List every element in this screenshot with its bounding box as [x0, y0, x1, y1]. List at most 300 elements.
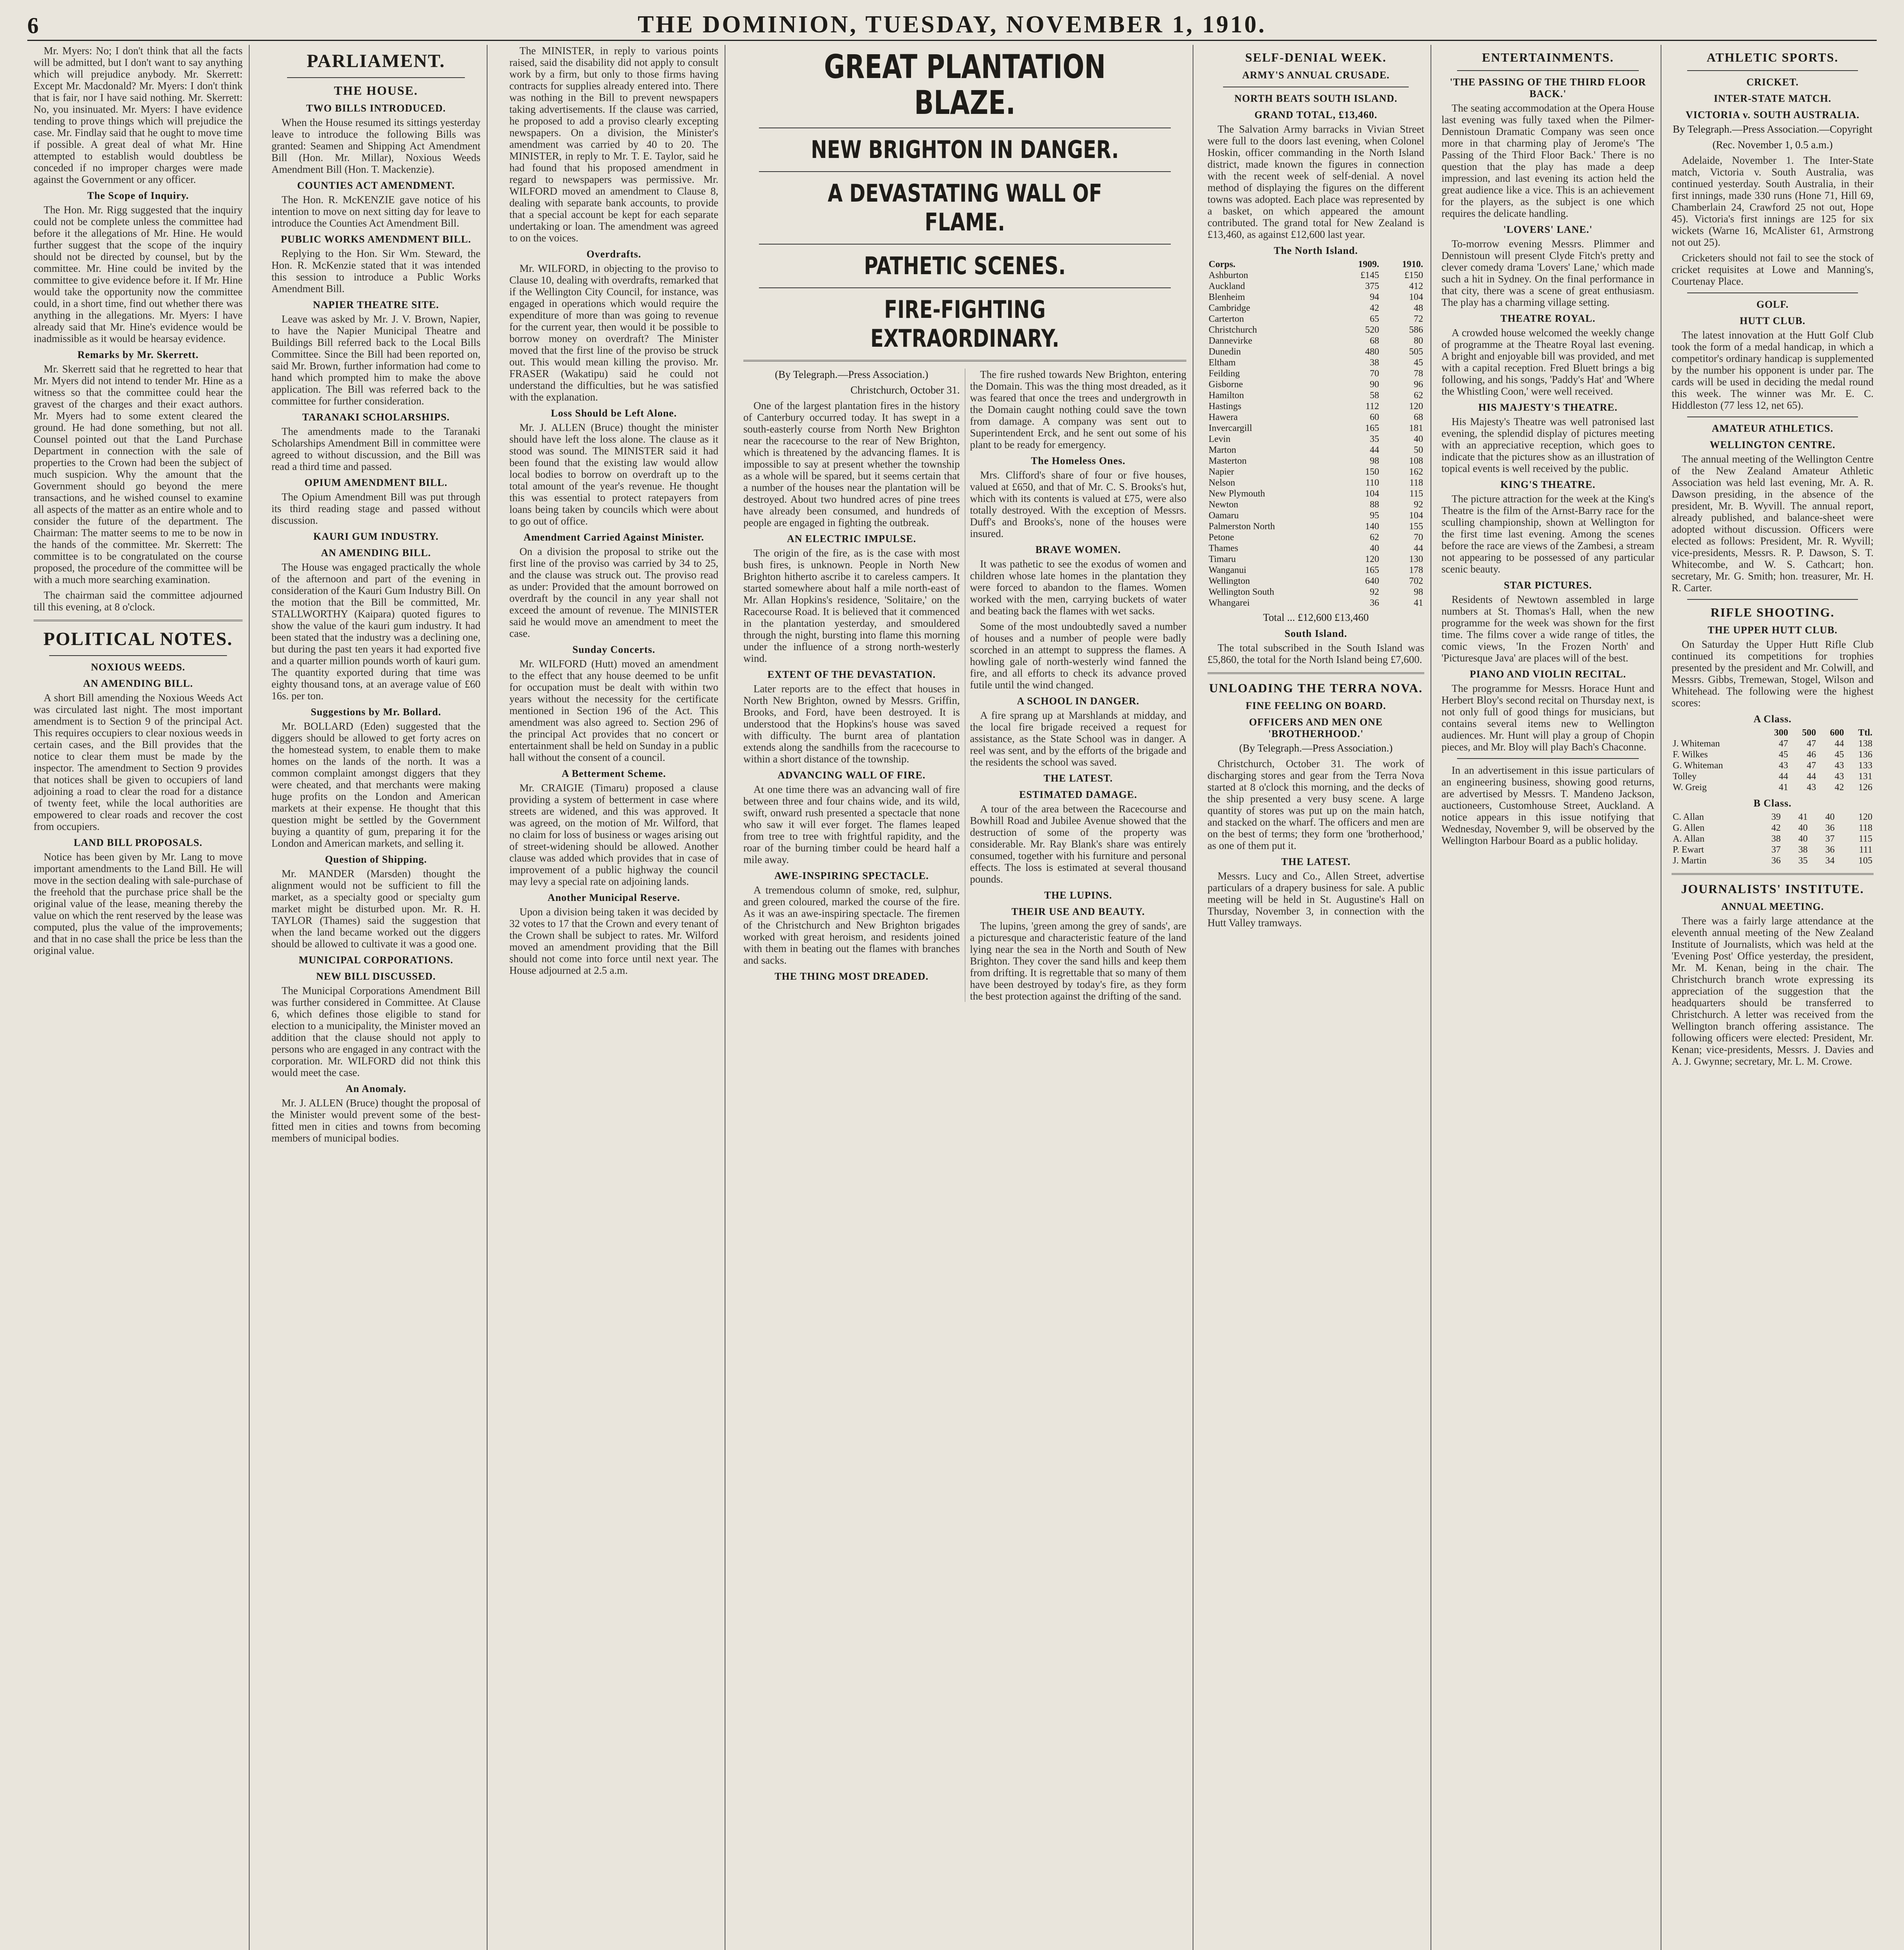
subheading: STAR PICTURES.: [1504, 580, 1592, 591]
rifle-cell: 40: [1798, 823, 1808, 833]
article-text: It was pathetic to see the exodus of women and children whose late homes in the plantation they were forced to abandon to the flames. Women worked with the men, carrying buckets of water and beating back the flames with wet sacks.: [970, 558, 1186, 617]
contributions-cell: 44: [1370, 445, 1379, 455]
article-text: The annual meeting of the Wellington Centre of the New Zealand Amateur Athletic Association was held last evening, Mr. A. R. Dawson presiding, in the absence of the president, Mr. B. Wyvill. The annual report, already published, and balance-sheet were adopted without discussion. Officers were elected as follows: President, Mr. R. Wyvill; vice-presidents, Messrs. R. P. Dawson, S. T. Whitecombe, and W. S. Cathcart; hon. secretary, Mr. G. Smith; hon. treasurer, Mr. H. R. Carter.: [1672, 453, 1874, 594]
subheading: AN AMENDING BILL.: [83, 678, 193, 689]
contributions-cell: Newton: [1209, 500, 1238, 510]
column-3: [503, 45, 725, 1950]
contributions-row: [1207, 597, 1424, 608]
rifle-cell: 37: [1825, 834, 1835, 844]
rifle-cell: 118: [1858, 823, 1872, 833]
article-text: Adelaide, November 1. The Inter-State match, Victoria v. South Australia, was continued yesterday. South Australia, in their first innings, made 330 runs (Hone 71, Hill 69, Chamberlain 24, Crawford 25 not out, Hope 45). Victoria's first innings are 125 for six wickets (Warne 16, McAlister 61, Armstrong not out 25).: [1672, 154, 1874, 248]
divider: [759, 171, 1171, 172]
rifle-header-cell: [1672, 727, 1761, 738]
column-2: [265, 45, 488, 1950]
contributions-row: [1207, 335, 1424, 346]
contributions-cell: Oamaru: [1209, 511, 1239, 521]
subheading: NEW BILL DISCUSSED.: [316, 971, 436, 982]
rifle-row: [1672, 771, 1874, 782]
contributions-row: [1207, 368, 1424, 379]
contributions-cell: Auckland: [1209, 281, 1245, 291]
contributions-row: [1207, 346, 1424, 357]
contributions-cell: 104: [1365, 489, 1379, 499]
contributions-cell: 80: [1414, 336, 1423, 346]
article-text: Some of the most undoubtedly saved a number of houses and a number of people were badly scorched in an attempt to suppress the flames. A howling gale of north-westerly wind fanned the fire, and all efforts to check its advance proved futile until the wind changed.: [970, 620, 1186, 691]
contributions-cell: 150: [1365, 467, 1379, 477]
contributions-row: [1207, 565, 1424, 576]
table-title: A Class.: [1753, 713, 1792, 725]
table-title: B Class.: [1753, 798, 1792, 809]
contributions-cell: 48: [1414, 303, 1423, 313]
article-text: The Hon. Mr. Rigg suggested that the inquiry could not be complete unless the committee had before it the allegations of Mr. Hine. He would further suggest that the scope of the inquiry should not be directed by counsel, but by the committee. Mr. Hine could be invited by the committee to give evidence before it. If Mr. Hine would take the opportunity now the committee could, in a short time, find out whether there was anything in the allegations. Mr. Myers: I have already said that Mr. Hine's evidence would be inadmissible as it would be hearsay evidence.: [34, 204, 243, 344]
contributions-cell: 115: [1409, 489, 1423, 499]
article-text: In an advertisement in this issue particulars of an engineering business, showing good returns, are advertised by Messrs. T. Mandeno Jackson, auctioneers, Customhouse Street, Auckland. A notice appears in this issue notifying that Wednesday, November 9, will be observed by the Wellington Harbour Board as a public holiday.: [1441, 764, 1654, 846]
divider: [287, 77, 465, 78]
article-text: On a division the proposal to strike out the first line of the proviso was carried by 34 to 25, and the clause was struck out. The proviso read as under: Provided that the amount borrowed on overdraft by the council in any year shall not exceed the amount of revenue. The MINISTER said he would move an amendment to meet the case.: [509, 546, 718, 639]
rifle-row: [1672, 760, 1874, 771]
contributions-row: [1207, 379, 1424, 390]
article-text: A tour of the area between the Racecourse and Bowhill Road and Jubilee Avenue showed that the destruction of some of the property was considerable. Mr. Ray Blank's share was entirely consumed, together with his furniture and personal effects. The loss is estimated at several thousand pounds.: [970, 803, 1186, 885]
headline-deck: PATHETIC SCENES.: [864, 252, 1066, 280]
subheading: A Betterment Scheme.: [562, 768, 666, 779]
rifle-cell: 41: [1798, 812, 1808, 822]
article-text: The Municipal Corporations Amendment Bill was further considered in Committee. At Clause 6, which defines those eligible to stand for election to a municipality, the Minister moved an addition that the clause should not apply to persons who are engaged in any contract with the corporation. Mr. WILFORD did not think this would meet the case.: [271, 985, 480, 1078]
article-text: There was a fairly large attendance at the eleventh annual meeting of the New Zealand Institute of Journalists, which was held at the 'Evening Post' Office yesterday, the president, Mr. M. Kenan, being in the chair. The Christchurch branch wrote expressing its appreciation of the suggestion that the headquarters should be transferred to Christchurch. A letter was received from the Wellington branch offering assistance. The following officers were elected: President, Mr. Kenan; vice-presidents, Messrs. J. Davies and A. J. Gwynne; secretary, Mr. L. M. Crowe.: [1672, 915, 1874, 1067]
contributions-cell: Thames: [1209, 543, 1238, 553]
contributions-cell: 110: [1365, 478, 1379, 488]
story-body: [743, 369, 1186, 1002]
byline: By Telegraph.—Press Association.—Copyright: [1672, 123, 1873, 135]
rifle-cell: 42: [1771, 823, 1781, 833]
subheading: NORTH BEATS SOUTH ISLAND.: [1234, 93, 1398, 104]
contributions-cell: Hawera: [1209, 412, 1238, 422]
contributions-cell: Nelson: [1209, 478, 1235, 488]
contributions-row: [1207, 270, 1424, 281]
contributions-cell: 94: [1370, 292, 1379, 302]
divider: [1687, 70, 1858, 71]
article-text: The Salvation Army barracks in Vivian Street were full to the doors last evening, when Colonel Hoskin, officer commanding in the North Island district, made known the figures in connection with the recent week of self-denial. A novel method of displaying the figures on the different towns was adopted. Each place was represented by a basket, on which appeared the amount contributed. The grand total for New Zealand is £13,460, as against £12,600 last year.: [1207, 123, 1424, 240]
contributions-row: [1207, 543, 1424, 554]
contributions-cell: Carterton: [1209, 314, 1244, 324]
contributions-cell: Wellington: [1209, 576, 1250, 586]
subheading: GRAND TOTAL, £13,460.: [1254, 109, 1377, 121]
rifle-cell: 42: [1835, 782, 1844, 792]
subheading: COUNTIES ACT AMENDMENT.: [297, 180, 455, 191]
rifle-cell: 131: [1858, 771, 1872, 782]
rifle-cell: 35: [1798, 856, 1808, 866]
rifle-scores-b: [1672, 812, 1874, 866]
article-text: Mr. Skerrett said that he regretted to hear that Mr. Myers did not intend to tender Mr. Hine as a witness so that the committee could hear the gravest of the charges and their exact authors. Mr. Myers had to some extent cleared the ground. He had done something, but not all. Counsel pointed out that the Land Purchase Department in connection with the sale of properties to the Crown had been the subject of much suspicion. Why the amount that the Government should go beyond the mere transactions, and he wished counsel to examine all aspects of the matter as an entire whole and to consider the future of the department. The Chairman: The matter seems to me to be now in the hands of the committee. Mr. Skerrett: The committee is to be congratulated on the course proposed, the procedure of the committee will be with a much more searching examination.: [34, 363, 243, 585]
contributions-row: [1207, 499, 1424, 510]
subheading: ANNUAL MEETING.: [1721, 901, 1824, 912]
contributions-cell: Gisborne: [1209, 379, 1243, 390]
contributions-cell: 98: [1370, 456, 1379, 466]
section-heading: ENTERTAINMENTS.: [1482, 50, 1614, 64]
article-text: The Hon. R. McKENZIE gave notice of his intention to move on next sitting day for leave to introduce the Counties Act Amendment Bill.: [271, 194, 480, 229]
headline-deck: NEW BRIGHTON IN DANGER.: [811, 135, 1119, 164]
subheading: MUNICIPAL CORPORATIONS.: [298, 954, 454, 966]
subheading: Amendment Carried Against Minister.: [523, 532, 704, 543]
contributions-row: [1207, 401, 1424, 412]
subheading: South Island.: [1284, 628, 1347, 639]
contributions-cell: 62: [1414, 390, 1423, 401]
subheading: HIS MAJESTY'S THEATRE.: [1478, 402, 1618, 413]
contributions-cell: Whangarei: [1209, 598, 1250, 608]
divider: [1687, 292, 1858, 293]
rifle-row: [1672, 782, 1874, 793]
subheading: Sunday Concerts.: [572, 644, 656, 655]
subheading: AN AMENDING BILL.: [321, 547, 431, 558]
contributions-cell: Palmerston North: [1209, 521, 1275, 532]
article-text: To-morrow evening Messrs. Plimmer and Dennistoun will present Clyde Fitch's pretty and clever comedy drama 'Lovers' Lane,' which made such a hit in Sydney. On the final performance in that city, there was a scene of great enthusiasm. The play has a charming village setting.: [1441, 238, 1654, 308]
contributions-row: [1207, 314, 1424, 324]
divider: [1457, 70, 1639, 71]
subheading: THE UPPER HUTT CLUB.: [1707, 624, 1838, 636]
contributions-cell: 120: [1365, 554, 1379, 564]
subheading: KAURI GUM INDUSTRY.: [313, 531, 439, 542]
subheading: THEATRE ROYAL.: [1500, 313, 1596, 324]
article-text: At one time there was an advancing wall of fire between three and four chains wide, and its wild, swift, onward rush presented a spectacle that none who saw it will ever forget. The flames leaped from tree to tree with frightful rapidity, and the roar of the burning timber could be heard half a mile away.: [743, 784, 960, 865]
rifle-cell: 47: [1778, 739, 1788, 749]
rifle-cell: 40: [1825, 812, 1835, 822]
main-story: [737, 45, 1193, 1950]
contributions-cell: 95: [1370, 511, 1379, 521]
contributions-cell: 155: [1409, 521, 1423, 532]
article-text: The seating accommodation at the Opera House last evening was fully taxed when the Pilmer-Dennistoun Dramatic Company was seen once more in that charming play of Jerome's 'The Passing of the Third Floor Back.' There is no question that the play has made a deep impression, and last evening its action held the great audience like a vice. This is an achievement for the players, as the subject is one which requires the delicate handling.: [1441, 102, 1654, 219]
contributions-cell: £145: [1360, 270, 1379, 280]
divider: [759, 244, 1171, 245]
article-text: Mr. J. ALLEN (Bruce) thought the minister should have left the loss alone. The clause as it stood was sound. The MINISTER said it had been found that the existing law would allow local bodies to borrow on overdraft up to the total amount of the year's revenue. He thought this was essential to protect ratepayers from loans being taken by councils which were about to go out of office.: [509, 422, 718, 527]
section-heading: JOURNALISTS' INSTITUTE.: [1681, 882, 1864, 896]
article-text: Mr. MANDER (Marsden) thought the alignment would not be sufficient to fill the market, as a specialty good or specialty gum market might be disturbed upon. Mr. R. H. TAYLOR (Thames) said the suggestion that when the land became worked out the diggers should be allowed to cultivate it was a good one.: [271, 868, 480, 950]
section-heading: SELF-DENIAL WEEK.: [1245, 50, 1387, 64]
article-text: A short Bill amending the Noxious Weeds Act was circulated last night. The most important amendment is to Section 9 of the principal Act. This requires occupiers to clear noxious weeds in certain cases, and the Bill provides that the notice to clear them must be made by the inspector. The amendment to Section 9 provides that notices shall be given to occupiers of land adjoining a road to clear the road for a distance of twenty feet, while the local authorities are empowered to clear roads and recover the cost from occupiers.: [34, 692, 243, 832]
table-total: Total ... £12,600 £13,460: [1263, 612, 1369, 623]
rifle-cell: 47: [1806, 739, 1816, 749]
contributions-cell: 58: [1370, 390, 1379, 401]
contributions-header-cell: 1909.: [1358, 259, 1379, 269]
rifle-row: [1672, 749, 1874, 760]
dateline: (Rec. November 1, 0.5 a.m.): [1712, 139, 1833, 151]
subheading: ESTIMATED DAMAGE.: [1019, 789, 1137, 800]
rifle-cell: 36: [1825, 845, 1835, 855]
subheading: PIANO AND VIOLIN RECITAL.: [1470, 668, 1626, 680]
article-text: The total subscribed in the South Island was £5,860, the total for the North Island being £7,600.: [1207, 642, 1424, 665]
contributions-cell: Christchurch: [1209, 325, 1257, 335]
rifle-cell: G. Whiteman: [1673, 760, 1723, 771]
contributions-cell: 118: [1409, 478, 1423, 488]
subheading: KING'S THEATRE.: [1500, 479, 1596, 490]
rifle-row: [1672, 738, 1874, 749]
contributions-cell: 702: [1409, 576, 1423, 586]
contributions-cell: 45: [1414, 358, 1423, 368]
contributions-cell: 178: [1409, 565, 1423, 575]
article-text: His Majesty's Theatre was well patronised last evening, the splendid display of pictures meeting with an appreciative reception, which goes to indicate that the pictures show as an illustration of topical events is well received by the public.: [1441, 416, 1654, 474]
rifle-header-cell: 600: [1830, 728, 1844, 738]
rifle-cell: P. Ewart: [1673, 845, 1704, 855]
contributions-cell: 65: [1370, 314, 1379, 324]
article-text: Mrs. Clifford's share of four or five houses, valued at £650, and that of Mr. C. S. Brooks's hut, which with its contents is valued at £75, were also totally destroyed. With the exception of Messrs. Duff's and Brooks's, none of the houses were insured.: [970, 469, 1186, 539]
rifle-cell: F. Wilkes: [1673, 750, 1708, 760]
contributions-cell: 181: [1409, 423, 1423, 433]
rifle-cell: G. Allen: [1673, 823, 1705, 833]
contributions-cell: Hamilton: [1209, 390, 1244, 401]
article-text: The origin of the fire, as is the case with most bush fires, is unknown. People in North New Brighton hitherto ascribe it to careless campers. It started somewhere about half a mile north-east of Mr. Allan Hopkins's residence, 'Solitaire,' on the Racecourse Road. It is believed that it commenced in the plantation yesterday, and smouldered through the night, bursting into flame this morning under the influence of a strong north-westerly wind.: [743, 547, 960, 664]
rifle-cell: 41: [1778, 782, 1788, 792]
article-text: A fire sprang up at Marshlands at midday, and the local fire brigade received a request for assistance, as the State School was in danger. A reel was sent, and by the efforts of the brigade and the residents the school was saved.: [970, 709, 1186, 768]
subheading: Remarks by Mr. Skerrett.: [77, 349, 199, 360]
column-1: [27, 45, 250, 1950]
subheading: 'LOVERS' LANE.': [1503, 224, 1593, 235]
contributions-cell: 505: [1409, 347, 1423, 357]
divider: [759, 287, 1171, 288]
rifle-header-cell: Ttl.: [1858, 728, 1872, 738]
rifle-cell: 37: [1771, 845, 1781, 855]
contributions-cell: Dunedin: [1209, 347, 1241, 357]
contributions-cell: 40: [1414, 434, 1423, 444]
subheading: THEIR USE AND BEAUTY.: [1011, 906, 1145, 917]
contributions-row: [1207, 510, 1424, 521]
subheading: NOXIOUS WEEDS.: [91, 661, 185, 673]
contributions-cell: Feilding: [1209, 369, 1240, 379]
contributions-cell: New Plymouth: [1209, 489, 1265, 499]
divider: [1207, 672, 1424, 674]
headline: GREAT PLANTATION BLAZE.: [824, 48, 1106, 122]
column-sports: [1665, 45, 1880, 1950]
subheading: Loss Should be Left Alone.: [551, 408, 677, 419]
contributions-row: [1207, 324, 1424, 335]
rifle-cell: 40: [1798, 834, 1808, 844]
subheading: ADVANCING WALL OF FIRE.: [777, 769, 926, 781]
contributions-cell: 140: [1365, 521, 1379, 532]
subheading: Question of Shipping.: [325, 854, 427, 865]
contributions-cell: Hastings: [1209, 401, 1241, 411]
dateline: Christchurch, October 31.: [850, 384, 960, 396]
subheading: NAPIER THEATRE SITE.: [313, 299, 439, 310]
subheading: PUBLIC WORKS AMENDMENT BILL.: [281, 234, 471, 245]
subheading: AMATEUR ATHLETICS.: [1712, 423, 1833, 434]
headline-deck: A DEVASTATING WALL OF FLAME.: [828, 179, 1102, 236]
contributions-cell: Eltham: [1209, 358, 1236, 368]
contributions-row: [1207, 423, 1424, 434]
rifle-cell: 120: [1858, 812, 1872, 822]
divider: [743, 360, 1186, 362]
rifle-cell: 45: [1835, 750, 1844, 760]
divider: [34, 620, 243, 621]
divider: [1687, 599, 1858, 600]
section-heading: PARLIAMENT.: [307, 51, 445, 71]
contributions-cell: 104: [1409, 511, 1423, 521]
subheading: CRICKET.: [1746, 76, 1799, 88]
contributions-row: [1207, 587, 1424, 597]
masthead: [27, 9, 1877, 41]
contributions-cell: 375: [1365, 281, 1379, 291]
headline-deck: FIRE-FIGHTING EXTRAORDINARY.: [870, 295, 1060, 353]
contributions-cell: Cambridge: [1209, 303, 1250, 313]
contributions-cell: 36: [1370, 598, 1379, 608]
contributions-cell: 70: [1414, 532, 1423, 542]
contributions-cell: Masterton: [1209, 456, 1247, 466]
article-text: The fire rushed towards New Brighton, entering the Domain. This was the thing most dreaded, as it was feared that once the trees and undergrowth in the Domain caught nothing could save the town from damage. A company was sent out to Superintendent Erck, and he sent out some of his plant to be ready for emergency.: [970, 369, 1186, 450]
contributions-cell: 98: [1414, 587, 1423, 597]
rifle-cell: 36: [1825, 823, 1835, 833]
article-text: Cricketers should not fail to see the stock of cricket requisites at Lowe and Manning's, Courtenay Place.: [1672, 252, 1874, 287]
contributions-cell: 412: [1409, 281, 1423, 291]
contributions-header-cell: Corps.: [1209, 259, 1236, 269]
contributions-cell: 38: [1370, 358, 1379, 368]
contributions-cell: 92: [1414, 500, 1423, 510]
subheading: AWE-INSPIRING SPECTACLE.: [774, 870, 929, 881]
contributions-cell: 62: [1370, 532, 1379, 542]
contributions-cell: 35: [1370, 434, 1379, 444]
column-self-denial: [1201, 45, 1431, 1950]
subheading: WELLINGTON CENTRE.: [1709, 439, 1836, 450]
contributions-row: [1207, 466, 1424, 477]
contributions-cell: 78: [1414, 369, 1423, 379]
article-text: Christchurch, October 31. The work of discharging stores and gear from the Terra Nova started at 8 o'clock this morning, and the decks of the ship presented a very busy scene. A large quantity of stores was put up on the main hatch, and stacked on the wharf. The officers and men are on the best of terms; they form one 'brotherhood,' as one of them put it.: [1207, 758, 1424, 851]
contributions-row: [1207, 521, 1424, 532]
subheading: Suggestions by Mr. Bollard.: [310, 706, 441, 718]
subheading: Another Municipal Reserve.: [548, 892, 680, 903]
contributions-row: [1207, 532, 1424, 543]
article-text: Mr. BOLLARD (Eden) suggested that the diggers should be allowed to get forty acres on the homestead system, to enable them to make homes on the lands of the north. It was a common complaint amongst diggers that they were cheated, and that merchants were making huge profits on the London and American markets at their expense. He thought that this question might be settled by the Government buying a quantity of gum, preparing it for the London and American markets, and selling it.: [271, 720, 480, 849]
rifle-cell: 43: [1778, 760, 1788, 771]
rifle-cell: 34: [1825, 856, 1835, 866]
section-heading: RIFLE SHOOTING.: [1710, 605, 1835, 619]
rifle-cell: 43: [1835, 771, 1844, 782]
article-text: A crowded house welcomed the weekly change of programme at the Theatre Royal last evening. A bright and enjoyable bill was provided, and met with a capital reception. Fred Bluett brings a big following, and his songs, 'Paddy's Hat' and 'Where the Whistling Coon,' were well received.: [1441, 327, 1654, 397]
contributions-cell: £150: [1404, 270, 1423, 280]
subheading: OFFICERS AND MEN ONE 'BROTHERHOOD.': [1249, 716, 1383, 739]
contributions-cell: 520: [1365, 325, 1379, 335]
rifle-cell: 39: [1771, 812, 1781, 822]
article-text: Later reports are to the effect that houses in North New Brighton, owned by Messrs. Griffin, Brooks, and Ford, have been destroyed. It is understood that the Hopkins's house was saved with difficulty. The burnt area of plantation extends along the sandhills from the racecourse to within a short distance of the township.: [743, 683, 960, 765]
article-text: When the House resumed its sittings yesterday leave to introduce the following Bills was granted: Seamen and Shipping Act Amendment Bill (Hon. Mr. Millar), Noxious Weeds Amendment Bill (Hon. T. Mackenzie).: [271, 117, 480, 175]
contributions-cell: 165: [1365, 565, 1379, 575]
contributions-cell: Invercargill: [1209, 423, 1252, 433]
contributions-row: [1207, 488, 1424, 499]
contributions-row: [1207, 357, 1424, 368]
subheading: THE LATEST.: [1043, 773, 1113, 784]
contributions-cell: 108: [1409, 456, 1423, 466]
subheading: OPIUM AMENDMENT BILL.: [304, 477, 448, 488]
contributions-cell: 90: [1370, 379, 1379, 390]
article-text: The House was engaged practically the whole of the afternoon and part of the evening in consideration of the Kauri Gum Industry Bill. On the motion that the Bill be committed, Mr. STALLWORTHY (Kaipara) quoted figures to show the value of the kauri gum industry. It had been stated that the industry was a declining one, but during the past ten years it had exported five and a quarter million pounds worth of kauri gum. The quantity exported during that time was eighty thousand tons, at an average value of £60 16s. per ton.: [271, 561, 480, 702]
contributions-cell: Marton: [1209, 445, 1236, 455]
subheading: THE THING MOST DREADED.: [775, 971, 929, 982]
contributions-cell: 130: [1409, 554, 1423, 564]
rifle-cell: 43: [1835, 760, 1844, 771]
contributions-cell: Ashburton: [1209, 270, 1248, 280]
article-text: On Saturday the Upper Hutt Rifle Club continued its competitions for trophies presented by the president and Mr. Colwill, and Messrs. Gibbs, Tremewan, Stogel, Wilson and Whitehead. The following were the highest scores:: [1672, 638, 1874, 709]
article-text: The latest innovation at the Hutt Golf Club took the form of a medal handicap, in which a competitor's ordinary handicap is supplemented by the number his opponent is under par. The cards will be used in deciding the medal round this week. The winner was Mr. E. C. Hiddleston (77 less 12, net 65).: [1672, 329, 1874, 411]
subheading: GOLF.: [1756, 299, 1789, 310]
subheading: THE LUPINS.: [1044, 890, 1112, 901]
contributions-cell: 70: [1370, 369, 1379, 379]
contributions-cell: 162: [1409, 467, 1423, 477]
contributions-cell: 480: [1365, 347, 1379, 357]
contributions-row: [1207, 303, 1424, 314]
rifle-header-cell: 300: [1774, 728, 1788, 738]
rifle-row: [1672, 844, 1874, 855]
article-text: Messrs. Lucy and Co., Allen Street, advertise particulars of a drapery business for sale. A public meeting will be held in St. Augustine's Hall on Thursday, November 3, in connection with the Hutt Valley tramways.: [1207, 870, 1424, 929]
contributions-row: [1207, 456, 1424, 466]
rifle-cell: 38: [1771, 834, 1781, 844]
rifle-row: [1672, 855, 1874, 866]
rifle-cell: 133: [1858, 760, 1872, 771]
subheading: BRAVE WOMEN.: [1035, 544, 1121, 555]
rifle-cell: 111: [1859, 845, 1872, 855]
subheading: FINE FEELING ON BOARD.: [1245, 700, 1386, 711]
contributions-cell: 68: [1414, 412, 1423, 422]
rifle-cell: 126: [1858, 782, 1872, 792]
rifle-cell: 45: [1778, 750, 1788, 760]
contributions-cell: 42: [1370, 303, 1379, 313]
contributions-cell: 68: [1370, 336, 1379, 346]
rifle-cell: Tolley: [1673, 771, 1697, 782]
rifle-cell: 44: [1778, 771, 1788, 782]
rifle-cell: 105: [1858, 856, 1872, 866]
rifle-row: [1672, 812, 1874, 823]
column-entertainments: [1435, 45, 1661, 1950]
contributions-row: [1207, 292, 1424, 303]
subheading: An Anomaly.: [346, 1083, 406, 1094]
contributions-cell: Dannevirke: [1209, 336, 1252, 346]
rifle-cell: 44: [1835, 739, 1844, 749]
contributions-row: [1207, 477, 1424, 488]
contributions-cell: Blenheim: [1209, 292, 1245, 302]
contributions-row: [1207, 434, 1424, 445]
subheading: LAND BILL PROPOSALS.: [74, 837, 202, 848]
contributions-cell: 50: [1414, 445, 1423, 455]
article-text: Mr. CRAIGIE (Timaru) proposed a clause providing a system of betterment in case where streets are widened, and this was approved. It was agreed, on the motion of Mr. Wilford, that no claim for loss of business or wages arising out of street-widening should be allowed. Another clause was added which provides that in case of improvement of a public highway the council may levy a special rate on adjoining lands.: [509, 782, 718, 887]
subheading: VICTORIA v. SOUTH AUSTRALIA.: [1686, 109, 1860, 121]
article-text: The amendments made to the Taranaki Scholarships Amendment Bill in committee were agreed to without discussion, and the Bill was read a third time and passed.: [271, 425, 480, 472]
contributions-row: [1207, 281, 1424, 292]
contributions-cell: 112: [1365, 401, 1379, 411]
contributions-cell: 88: [1370, 500, 1379, 510]
subheading: AN ELECTRIC IMPULSE.: [787, 533, 917, 544]
contributions-cell: 586: [1409, 325, 1423, 335]
subheading: TWO BILLS INTRODUCED.: [306, 103, 446, 114]
contributions-cell: 44: [1414, 543, 1423, 553]
rifle-cell: W. Greig: [1673, 782, 1707, 792]
article-text: The MINISTER, in reply to various points raised, said the disability did not apply to consult work by a firm, but only to those firms having contracts for supplies already entered into. There was nothing in the Bill to prevent newspapers taking advertisements. If the clause was carried, he proposed to add a proviso clearly excepting newspapers. On a division, the Minister's amendment was carried by 40 to 20. The MINISTER, in reply to Mr. T. E. Taylor, said he had found that his proposed amendment in regard to newspapers was permissive. Mr. WILFORD moved an amendment to Clause 8, dealing with separate bank accounts, to provide that a special account be kept for each separate undertaking or loan. The amendment was agreed to on the voices.: [509, 45, 718, 244]
article-text: One of the largest plantation fires in the history of Canterbury occurred today. It has swept in a south-easterly course from North New Brighton near the racecourse to the rear of New Brighton, which is threatened by the advancing flames. It is impossible to say at present whether the township as a whole will be spared, but it seems certain that a number of the houses near the plantation will be destroyed. About two hundred acres of pine trees have already been consumed, and hundreds of people are engaged in fighting the outbreak.: [743, 400, 960, 528]
contributions-cell: Timaru: [1209, 554, 1236, 564]
subheading: ARMY'S ANNUAL CRUSADE.: [1242, 69, 1390, 81]
rifle-row: [1672, 833, 1874, 844]
subheading: THE HOUSE.: [334, 83, 418, 98]
contributions-cell: 96: [1414, 379, 1423, 390]
article-text: Replying to the Hon. Sir Wm. Steward, the Hon. R. McKenzie stated that it was intended this session to introduce a Public Works Amendment Bill.: [271, 248, 480, 294]
article-text: Upon a division being taken it was decided by 32 votes to 17 that the Crown and every tenant of the Crown shall be subject to rates. Mr. Wilford moved an amendment providing that the Bill should not come into force until next year. The House adjourned at 2.5 a.m.: [509, 906, 718, 976]
subheading: A SCHOOL IN DANGER.: [1017, 695, 1140, 707]
rifle-cell: J. Martin: [1673, 856, 1707, 866]
article-text: Mr. J. ALLEN (Bruce) thought the proposal of the Minister would prevent some of the best-fitted men in cities and towns from becoming members of municipal bodies.: [271, 1097, 480, 1144]
article-text: Mr. WILFORD (Hutt) moved an amendment to the effect that any house deemed to be unfit for occupation must be dealt with within two years without the necessity for the certificate mentioned in Section 196 of the Act. This amendment was also agreed to. Section 296 of the principal Act provides that no concert or entertainment shall be held on Sunday in a public hall without the consent of a council.: [509, 658, 718, 763]
subheading: The Scope of Inquiry.: [87, 190, 189, 201]
article-text: Notice has been given by Mr. Lang to move important amendments to the Land Bill. He will move in the section dealing with sale-purchase of the freehold that the purchase price shall be the original value of the lease, meaning thereby the value on which the rent reserved by the lease was computed, plus the value of the improvements; and that in no case shall the price be less than the original value.: [34, 851, 243, 956]
contributions-row: [1207, 576, 1424, 587]
article-text: Leave was asked by Mr. J. V. Brown, Napier, to have the Napier Municipal Theatre and Buildings Bill referred back to the Local Bills Committee. Since the Bill had been reported on, said Mr. Brown, further information had come to hand which prompted him to make the above application. The Bill was referred back to the committee for further consideration.: [271, 313, 480, 407]
rifle-cell: 46: [1806, 750, 1816, 760]
article-text: A tremendous column of smoke, red, sulphur, and green coloured, marked the course of the fire. As it was an awe-inspiring spectacle. The firemen of the Christchurch and New Brighton brigades worked with great heroism, and residents joined with them in beating out the flames with branches and sacks.: [743, 884, 960, 966]
article-text: The chairman said the committee adjourned till this evening, at 8 o'clock.: [34, 589, 243, 613]
contributions-cell: 104: [1409, 292, 1423, 302]
contributions-cell: Wellington South: [1209, 587, 1275, 597]
article-text: Residents of Newtown assembled in large numbers at St. Thomas's Hall, when the new programme for the week was shown for the first time. The films cover a wide range of titles, the comic views, 'In the Frozen North' and 'Picturesque Java' are places will of the best.: [1441, 594, 1654, 664]
subheading: THE LATEST.: [1281, 856, 1351, 867]
